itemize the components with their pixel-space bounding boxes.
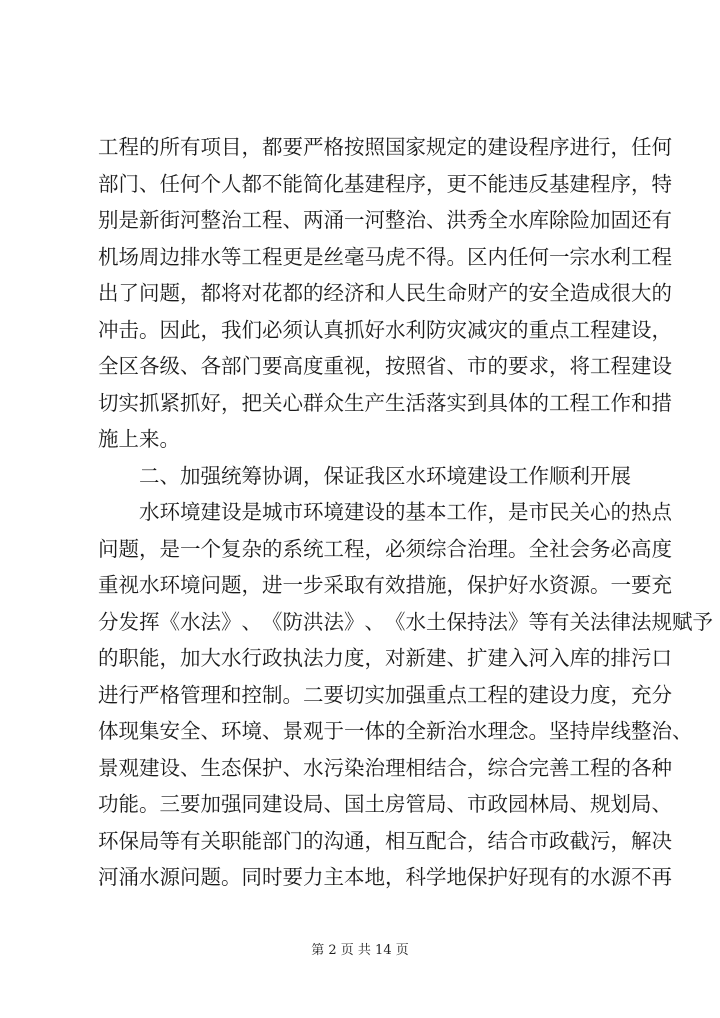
text-line: 部 门 、 任 何 个 人 都 不 能 简 化 基 建 程 序 ， 更 不 能 违 反 基 建 程 序 ， 特 xyxy=(98,171,672,196)
text-line: 水 环 境 建 设 是 城 市 环 境 建 设 的 基 本 工 作 ， 是 市 民 关 心 的 热 点 xyxy=(139,500,672,524)
text-line: 别 是 新 街 河 整 治 工 程 、 两 涌 一 河 整 治 、 洪 秀 全 水 库 除 险 加 固 还 有 xyxy=(98,208,672,232)
text-line: 冲 击 。 因 此 ， 我 们 必 须 认 真 抓 好 水 利 防 灾 减 灾 的 重 点 工 程 建 设 ， xyxy=(98,317,672,342)
text-line: 分 发 挥 《 水 法 》 、 《 防 洪 法 》 、 《 水 土 保 持 法 》 等 有 关 法 律 法 规 赋 予 xyxy=(98,609,713,634)
text-line: 体 现 集 安 全 、 环 境 、 景 观 于 一 体 的 全 新 治 水 理 念 。 坚 持 岸 线 整 治 、 xyxy=(98,719,693,743)
text-line: 河 涌 水 源 问 题 。 同 时 要 力 主 本 地 ， 科 学 地 保 护 好 现 有 的 水 源 不 再 xyxy=(98,865,672,889)
text-line: 切 实 抓 紧 抓 好 ， 把 关 心 群 众 生 产 生 活 落 实 到 具 体 的 工 程 工 作 和 措 xyxy=(98,390,672,415)
text-line: 景 观 建 设 、 生 态 保 护 、 水 污 染 治 理 相 结 合 ， 综 合 完 善 工 程 的 各 种 xyxy=(98,755,672,780)
text-line: 重 视 水 环 境 问 题 ， 进 一 步 采 取 有 效 措 施 ， 保 护 好 水 资 源 。 一 要 充 xyxy=(98,573,672,597)
text-line: 出 了 问 题 ， 都 将 对 花 都 的 经 济 和 人 民 生 命 财 产 的 安 全 造 成 很 大 的 xyxy=(98,281,672,305)
text-line: 施上来。 xyxy=(98,427,180,451)
text-line: 二、加强统筹协调，保证我区水环境建设工作顺利开展 xyxy=(139,463,631,488)
body-text xyxy=(98,129,713,896)
text-line: 机 场 周 边 排 水 等 工 程 更 是 丝 毫 马 虎 不 得 。 区 内 任 何 一 宗 水 利 工 程 xyxy=(98,244,672,269)
page-footer: 第 2 页 共 14 页 xyxy=(311,943,409,958)
text-line: 进 行 严 格 管 理 和 控 制 。 二 要 切 实 加 强 重 点 工 程 的 建 设 力 度 ， 充 分 xyxy=(98,682,672,707)
text-line: 环 保 局 等 有 关 职 能 部 门 的 沟 通 ， 相 互 配 合 ， 结 合 市 政 截 污 ， 解 决 xyxy=(98,828,672,853)
text-line: 功 能 。 三 要 加 强 同 建 设 局 、 国 土 房 管 局 、 市 政 园 林 局 、 规 划 局 、 xyxy=(98,792,672,816)
text-line: 的 职 能 ， 加 大 水 行 政 执 法 力 度 ， 对 新 建 、 扩 建 入 河 入 库 的 排 污 口 xyxy=(98,646,672,670)
text-line: 全 区 各 级 、 各 部 门 要 高 度 重 视 ， 按 照 省 、 市 的 要 求 ， 将 工 程 建 设 xyxy=(98,354,672,378)
text-line: 工 程 的 所 有 项 目 ， 都 要 严 格 按 照 国 家 规 定 的 建 设 程 序 进 行 ， 任 何 xyxy=(98,135,672,159)
text-line: 问 题 ， 是 一 个 复 杂 的 系 统 工 程 ， 必 须 综 合 治 理 。 全 社 会 务 必 高 度 xyxy=(98,536,672,561)
